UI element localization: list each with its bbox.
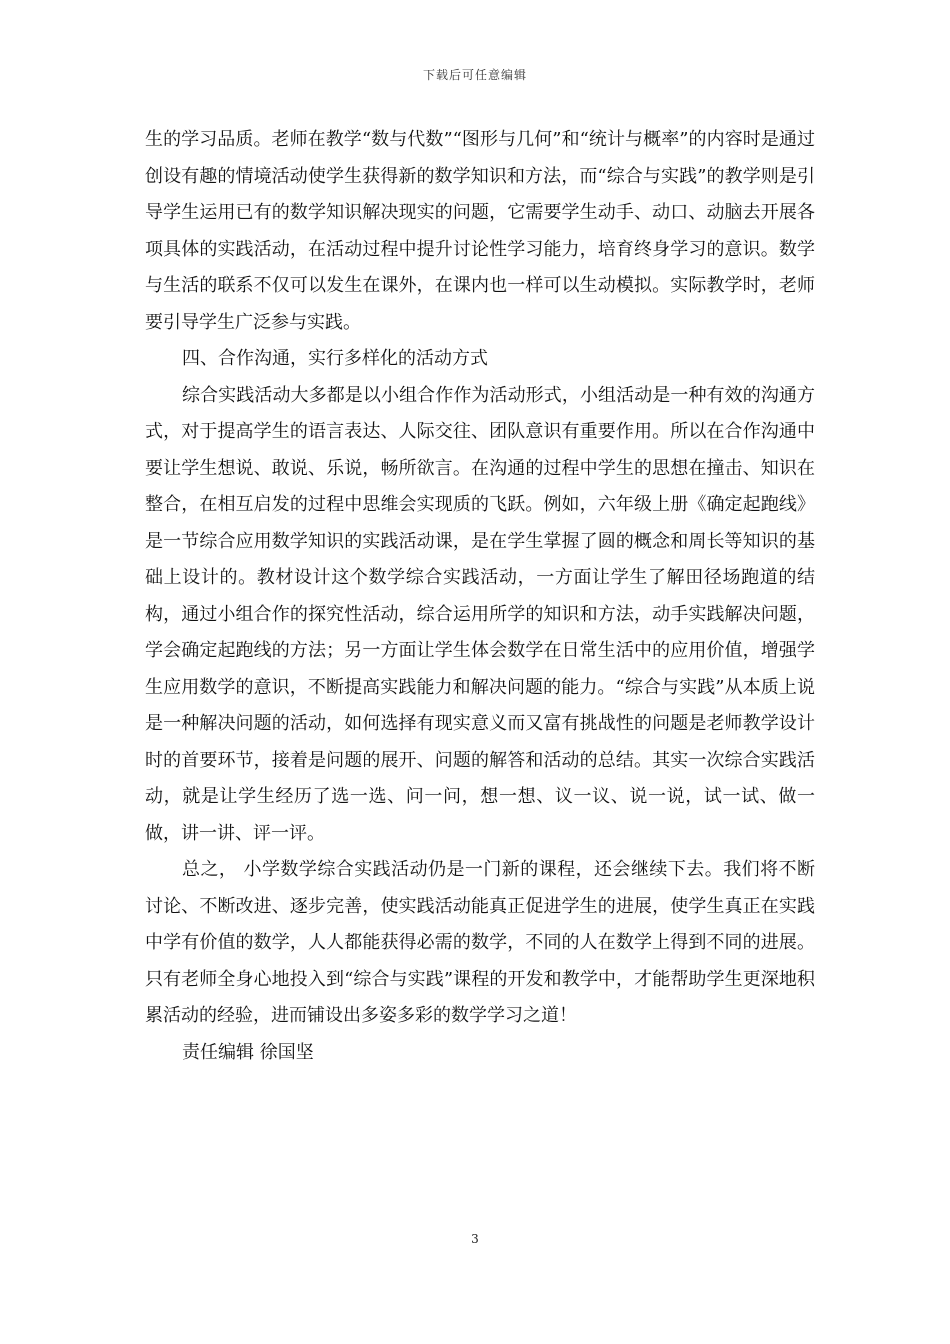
page-header: 下载后可任意编辑 — [422, 68, 527, 82]
document-body — [145, 122, 815, 1071]
editor-credit: 责任编辑 徐国坚 — [182, 1041, 314, 1063]
paragraph-continuation: 生的学习品质。老师在教学“数与代数”“图形与几何”和“统计与概率”的内容时是通过创设有趣的情境活动使学生获得新的数学知识和方法，而“综合与实践”的教学则是引导学生运用已有的数学知识解决现实的问题，它需要学生动手、动口、动脑去开展各项具体的实践活动，在活动过程中提升讨论性学习能力，培育终身学习的意识。数学与生活的联系不仅可以发生在课外，在课内也一样可以生动模拟。实际教学时，老师要引导学生广泛参与实践。 — [145, 129, 815, 333]
paragraph-cooperation: 综合实践活动大多都是以小组合作作为活动形式，小组活动是一种有效的沟通方式，对于提高学生的语言表达、人际交往、团队意识有重要作用。所以在合作沟通中要让学生想说、敢说、乐说，畅所欲言。在沟通的过程中学生的思想在撞击、知识在整合，在相互启发的过程中思维会实现质的飞跃。例如，六年级上册《确定起跑线》是一节综合应用数学知识的实践活动课，是在学生掌握了圆的概念和周长等知识的基础上设计的。教材设计这个数学综合实践活动，一方面让学生了解田径场跑道的结构，通过小组合作的探究性活动，综合运用所学的知识和方法，动手实践解决问题，学会确定起跑线的方法；另一方面让学生体会数学在日常生活中的应用价值，增强学生应用数学的意识，不断提高实践能力和解决问题的能力。“综合与实践”从本质上说是一种解决问题的活动，如何选择有现实意义而又富有挑战性的问题是老师教学设计时的首要环节，接着是问题的展开、问题的解答和活动的总结。其实一次综合实践活动，就是让学生经历了选一选、问一问，想一想、议一议、说一说，试一试、做一做，讲一讲、评一评。 — [145, 384, 815, 844]
paragraph-conclusion: 总之， 小学数学综合实践活动仍是一门新的课程，还会继续下去。我们将不断讨论、不断改进、逐步完善，使实践活动能真正促进学生的进展，使学生真正在实践中学有价值的数学，人人都能获得必需的数学，不同的人在数学上得到不同的进展。只有老师全身心地投入到“综合与实践”课程的开发和教学中，才能帮助学生更深地积累活动的经验，进而铺设出多姿多彩的数学学习之道！ — [145, 859, 815, 1026]
section-heading: 四、合作沟通，实行多样化的活动方式 — [182, 348, 488, 369]
page-number: 3 — [471, 1232, 479, 1246]
